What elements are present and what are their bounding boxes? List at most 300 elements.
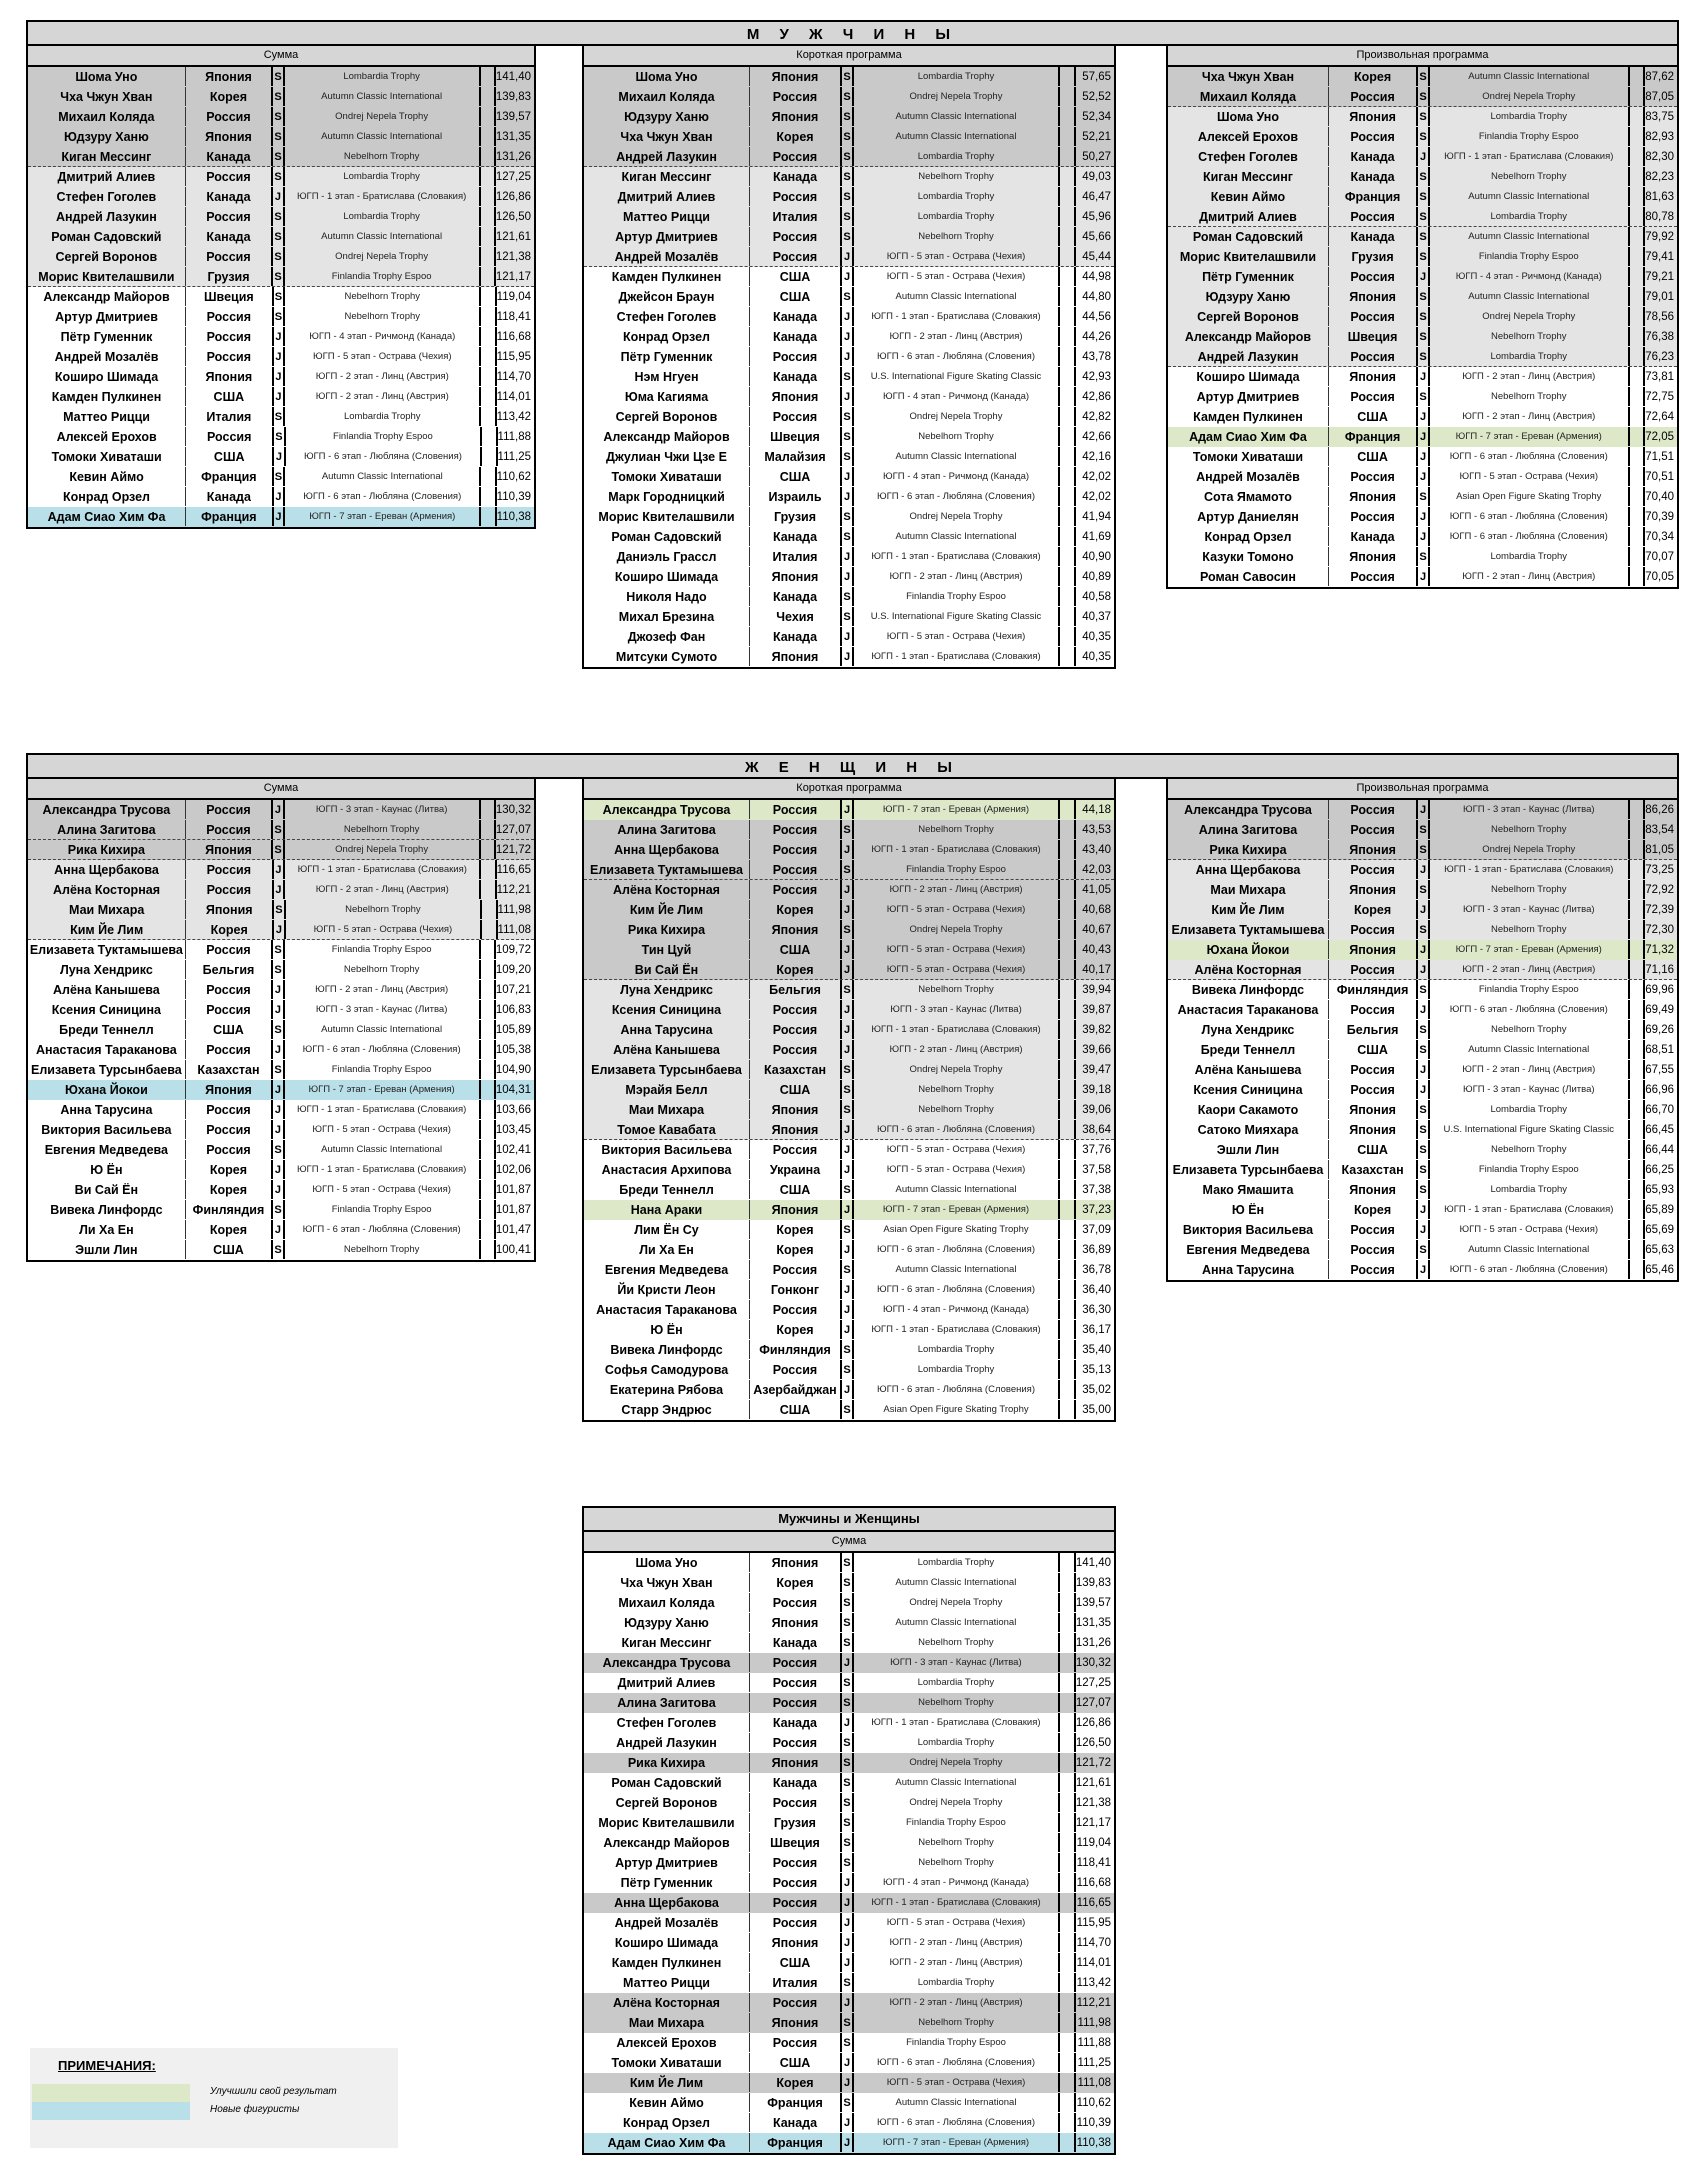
- skater-score: 37,58: [1082, 1164, 1111, 1176]
- skater-country: США: [1329, 1040, 1418, 1059]
- competition-name: ЮГП - 6 этап - Любляна (Словения): [854, 1240, 1060, 1259]
- skater-score: 72,39: [1645, 904, 1674, 916]
- skater-level: S: [1418, 127, 1430, 146]
- score-spacer: [1060, 347, 1076, 366]
- competition-name: Lombardia Trophy: [854, 1340, 1060, 1359]
- competition-name: Finlandia Trophy Espoo: [286, 427, 483, 446]
- table-row: [28, 820, 534, 840]
- table-row: [584, 2053, 1114, 2073]
- skater-level: J: [842, 840, 854, 859]
- score-spacer: [1630, 1240, 1646, 1259]
- skater-country: Россия: [750, 800, 842, 819]
- skater-score: 118,41: [496, 311, 531, 323]
- score-spacer: [1060, 1360, 1076, 1379]
- skater-level: J: [1418, 940, 1430, 959]
- table-row: [28, 1120, 534, 1140]
- competition-name: Nebelhorn Trophy: [854, 2013, 1060, 2032]
- competition-name: Autumn Classic International: [854, 1773, 1060, 1792]
- skater-country: Япония: [1329, 287, 1418, 306]
- competition-name: Ondrej Nepela Trophy: [1430, 87, 1630, 106]
- skater-name: Киган Мессинг: [1168, 167, 1329, 186]
- score-spacer: [1060, 860, 1076, 879]
- competition-name: Asian Open Figure Skating Trophy: [854, 1220, 1060, 1239]
- score-spacer: [481, 87, 496, 106]
- skater-score: 72,92: [1645, 884, 1674, 896]
- score-spacer: [1060, 187, 1076, 206]
- competition-name: Lombardia Trophy: [1430, 547, 1630, 566]
- competition-name: ЮГП - 2 этап - Линц (Австрия): [285, 880, 481, 899]
- skater-score: 45,66: [1082, 231, 1111, 243]
- score-spacer: [1060, 1160, 1076, 1179]
- notes-title: ПРИМЕЧАНИЯ:: [58, 2058, 156, 2073]
- skater-score: 65,69: [1645, 1224, 1674, 1236]
- competition-name: ЮГП - 2 этап - Линц (Австрия): [854, 327, 1060, 346]
- skater-name: Марк Городницкий: [584, 487, 750, 506]
- table-row: [1168, 167, 1677, 187]
- competition-name: Nebelhorn Trophy: [854, 820, 1060, 839]
- competition-name: ЮГП - 6 этап - Любляна (Словения): [854, 2053, 1060, 2072]
- table-row: [584, 107, 1114, 127]
- skater-level: S: [842, 1593, 854, 1612]
- skater-level: J: [1418, 267, 1430, 286]
- skater-score: 79,21: [1645, 271, 1674, 283]
- table-row: [584, 1040, 1114, 1060]
- table-row: [1168, 1080, 1677, 1100]
- skater-name: Андрей Лазукин: [1168, 347, 1329, 366]
- skater-name: Александра Трусова: [1168, 800, 1329, 819]
- skater-score: 39,82: [1082, 1024, 1111, 1036]
- skater-level: S: [1418, 1040, 1430, 1059]
- skater-country: Корея: [750, 1573, 842, 1592]
- score-spacer: [1060, 1260, 1076, 1279]
- improved-label: Улучшили свой результат: [210, 2086, 337, 2097]
- skater-score: 70,34: [1645, 531, 1674, 543]
- competition-name: Nebelhorn Trophy: [854, 1100, 1060, 1119]
- skater-name: Юдзуру Ханю: [28, 127, 186, 146]
- skater-level: S: [842, 1060, 854, 1079]
- table-row: [1168, 307, 1677, 327]
- skater-name: Луна Хендрикс: [584, 980, 750, 999]
- skater-country: Россия: [1329, 467, 1418, 486]
- skater-name: Анна Щербакова: [1168, 860, 1329, 879]
- skater-name: Софья Самодурова: [584, 1360, 750, 1379]
- skater-name: Бреди Теннелл: [28, 1020, 186, 1039]
- skater-score: 41,05: [1082, 884, 1111, 896]
- skater-country: Израиль: [750, 487, 842, 506]
- skater-score: 121,61: [1075, 1777, 1112, 1789]
- score-spacer: [1060, 1100, 1076, 1119]
- skater-level: S: [842, 427, 854, 446]
- competition-name: Ondrej Nepela Trophy: [285, 247, 481, 266]
- score-spacer: [481, 207, 496, 226]
- skater-name: Ли Ха Ен: [584, 1240, 750, 1259]
- skater-country: Канада: [750, 627, 842, 646]
- skater-level: J: [273, 1000, 285, 1019]
- table-row: [584, 587, 1114, 607]
- skater-name: Евгения Медведева: [584, 1260, 750, 1279]
- skater-score: 115,95: [496, 351, 531, 363]
- competition-name: Autumn Classic International: [285, 1140, 481, 1159]
- skater-level: J: [842, 387, 854, 406]
- skater-name: Стефен Гоголев: [28, 187, 186, 206]
- skater-score: 83,54: [1645, 824, 1674, 836]
- skater-level: S: [842, 1573, 854, 1592]
- skater-score: 116,65: [1076, 1897, 1111, 1909]
- skater-score: 127,25: [495, 171, 531, 183]
- score-spacer: [482, 427, 497, 446]
- table-row: [584, 1340, 1114, 1360]
- skater-country: Корея: [750, 1240, 842, 1259]
- skater-score: 114,70: [1076, 1937, 1111, 1949]
- skater-name: Вивека Линфордс: [1168, 980, 1329, 999]
- skater-level: S: [842, 1613, 854, 1632]
- competition-name: ЮГП - 6 этап - Любляна (Словения): [854, 2113, 1060, 2132]
- table-row: [1168, 880, 1677, 900]
- skater-level: S: [842, 147, 854, 166]
- table-row: [28, 860, 534, 880]
- skater-level: S: [273, 107, 285, 126]
- skater-level: J: [273, 800, 285, 819]
- score-spacer: [1630, 920, 1646, 939]
- skater-level: S: [842, 287, 854, 306]
- skater-name: Шома Уно: [584, 1553, 750, 1572]
- skater-score: 37,09: [1082, 1224, 1111, 1236]
- skater-country: Россия: [186, 1140, 274, 1159]
- competition-name: Autumn Classic International: [285, 467, 481, 486]
- skater-name: Юма Кагияма: [584, 387, 750, 406]
- score-spacer: [1060, 247, 1076, 266]
- skater-level: S: [274, 900, 286, 919]
- score-spacer: [1630, 1160, 1646, 1179]
- skater-level: J: [842, 247, 854, 266]
- skater-score: 116,65: [496, 864, 531, 876]
- table-row: [584, 427, 1114, 447]
- table-row: [28, 1040, 534, 1060]
- skater-country: Швеция: [750, 427, 842, 446]
- skater-name: Роман Садовский: [1168, 227, 1329, 246]
- skater-score: 121,61: [495, 231, 531, 243]
- skater-country: Россия: [1329, 800, 1418, 819]
- skater-level: S: [1418, 1020, 1430, 1039]
- skater-score: 111,98: [497, 904, 531, 916]
- skater-level: S: [1418, 327, 1430, 346]
- skater-score: 43,78: [1082, 351, 1111, 363]
- skater-level: J: [1418, 1000, 1430, 1019]
- score-spacer: [1060, 1140, 1076, 1159]
- competition-name: ЮГП - 6 этап - Любляна (Словения): [285, 1220, 481, 1239]
- skater-level: S: [1418, 547, 1430, 566]
- score-spacer: [1060, 1200, 1076, 1219]
- men-free-table: [1166, 44, 1679, 589]
- skater-score: 52,34: [1082, 111, 1111, 123]
- table-row: [28, 1140, 534, 1160]
- skater-level: S: [1418, 840, 1430, 859]
- skater-country: Корея: [1329, 67, 1418, 86]
- skater-name: Анна Щербакова: [584, 840, 750, 859]
- competition-name: ЮГП - 3 этап - Каунас (Литва): [854, 1653, 1060, 1672]
- competition-name: Autumn Classic International: [854, 527, 1060, 546]
- table-row: [584, 187, 1114, 207]
- table-row: [28, 367, 534, 387]
- skater-country: Россия: [1329, 387, 1418, 406]
- skater-score: 114,01: [496, 391, 531, 403]
- skater-name: Джейсон Браун: [584, 287, 750, 306]
- skater-level: J: [842, 940, 854, 959]
- score-spacer: [481, 467, 496, 486]
- skater-name: Луна Хендрикс: [28, 960, 186, 979]
- score-spacer: [1060, 167, 1076, 186]
- score-spacer: [1060, 407, 1076, 426]
- table-row: [584, 487, 1114, 507]
- table-header: Сумма: [28, 46, 534, 67]
- score-spacer: [1060, 1973, 1076, 1992]
- skater-score: 67,55: [1645, 1064, 1674, 1076]
- skater-name: Конрад Орзел: [1168, 527, 1329, 546]
- skater-country: Япония: [750, 67, 842, 86]
- competition-name: ЮГП - 1 этап - Братислава (Словакия): [854, 1893, 1060, 1912]
- skater-level: S: [842, 1180, 854, 1199]
- skater-country: Япония: [186, 840, 274, 859]
- skater-score: 35,00: [1082, 1404, 1111, 1416]
- skater-name: Камден Пулкинен: [28, 387, 186, 406]
- score-spacer: [1060, 2093, 1076, 2112]
- table-row: [1168, 1120, 1677, 1140]
- skater-name: Томоки Хиваташи: [1168, 447, 1329, 466]
- table-row: [1168, 1140, 1677, 1160]
- skater-level: S: [842, 607, 854, 626]
- skater-level: S: [842, 1553, 854, 1572]
- skater-country: Россия: [750, 1360, 842, 1379]
- skater-score: 43,40: [1082, 844, 1111, 856]
- skater-name: Александр Майоров: [28, 287, 186, 306]
- skater-level: J: [274, 507, 286, 526]
- skater-level: J: [274, 327, 286, 346]
- score-spacer: [1630, 1040, 1646, 1059]
- score-spacer: [1060, 1633, 1076, 1652]
- skater-name: Пётр Гуменник: [28, 327, 186, 346]
- score-spacer: [1630, 87, 1646, 106]
- skater-score: 110,62: [1076, 2097, 1111, 2109]
- skater-country: Россия: [750, 820, 842, 839]
- skater-level: J: [1418, 467, 1430, 486]
- score-spacer: [1060, 607, 1076, 626]
- skater-name: Томоки Хиваташи: [28, 447, 186, 466]
- skater-score: 101,47: [495, 1224, 531, 1236]
- competition-name: Nebelhorn Trophy: [1430, 1140, 1630, 1159]
- skater-name: Коширо Шимада: [584, 567, 750, 586]
- skater-level: J: [842, 1000, 854, 1019]
- skater-country: Финляндия: [186, 1200, 274, 1219]
- skater-level: S: [842, 820, 854, 839]
- skater-country: Италия: [186, 407, 274, 426]
- competition-name: Nebelhorn Trophy: [854, 980, 1060, 999]
- skater-country: Россия: [1329, 860, 1418, 879]
- skater-name: Ю Ён: [1168, 1200, 1329, 1219]
- skater-country: Италия: [750, 207, 842, 226]
- skater-name: Маи Михара: [584, 2013, 750, 2032]
- skater-level: S: [842, 1340, 854, 1359]
- competition-name: ЮГП - 6 этап - Любляна (Словения): [854, 1380, 1060, 1399]
- competition-name: Ondrej Nepela Trophy: [854, 920, 1060, 939]
- score-spacer: [1630, 487, 1646, 506]
- table-row: [584, 1833, 1114, 1853]
- competition-name: ЮГП - 6 этап - Любляна (Словения): [1430, 447, 1630, 466]
- table-row: [1168, 547, 1677, 567]
- competition-name: ЮГП - 1 этап - Братислава (Словакия): [1430, 1200, 1630, 1219]
- competition-name: Autumn Classic International: [1430, 1240, 1630, 1259]
- skater-score: 40,58: [1082, 591, 1111, 603]
- skater-score: 82,23: [1645, 171, 1674, 183]
- table-row: [28, 107, 534, 127]
- skater-country: Казахстан: [186, 1060, 274, 1079]
- skater-level: J: [273, 1120, 285, 1139]
- skater-name: Маи Михара: [28, 900, 186, 919]
- score-spacer: [1630, 980, 1646, 999]
- score-spacer: [1630, 207, 1646, 226]
- score-spacer: [1630, 960, 1646, 979]
- competition-name: Autumn Classic International: [854, 287, 1060, 306]
- skater-country: Россия: [186, 820, 274, 839]
- score-spacer: [1060, 1020, 1076, 1039]
- table-row: [584, 1280, 1114, 1300]
- skater-level: S: [842, 1673, 854, 1692]
- skater-name: Юхана Йокои: [28, 1080, 186, 1099]
- skater-level: S: [1418, 67, 1430, 86]
- competition-name: Nebelhorn Trophy: [285, 820, 481, 839]
- skater-score: 110,39: [496, 491, 531, 503]
- table-row: [584, 527, 1114, 547]
- skater-name: Луна Хендрикс: [1168, 1020, 1329, 1039]
- skater-level: S: [1418, 107, 1430, 126]
- score-spacer: [481, 860, 496, 879]
- score-spacer: [1060, 1613, 1076, 1632]
- skater-country: Япония: [750, 1200, 842, 1219]
- skater-country: Япония: [186, 900, 274, 919]
- skater-level: S: [273, 247, 285, 266]
- skater-country: Канада: [750, 367, 842, 386]
- skater-level: J: [842, 960, 854, 979]
- skater-country: Франция: [1329, 427, 1418, 446]
- skater-score: 50,27: [1082, 151, 1111, 163]
- skater-level: J: [842, 647, 854, 666]
- skater-name: Александр Майоров: [584, 427, 750, 446]
- skater-country: США: [750, 267, 842, 286]
- skater-score: 103,45: [495, 1124, 531, 1136]
- skater-country: Россия: [186, 347, 274, 366]
- competition-name: ЮГП - 5 этап - Острава (Чехия): [285, 1120, 481, 1139]
- skater-level: J: [1418, 407, 1430, 426]
- score-spacer: [481, 187, 496, 206]
- skater-level: J: [842, 567, 854, 586]
- skater-score: 40,17: [1082, 964, 1111, 976]
- score-spacer: [1630, 1220, 1646, 1239]
- skater-score: 116,68: [1076, 1877, 1111, 1889]
- skater-name: Ксения Синицина: [1168, 1080, 1329, 1099]
- skater-score: 82,93: [1645, 131, 1674, 143]
- skater-score: 111,88: [497, 431, 531, 443]
- skater-score: 42,03: [1082, 864, 1111, 876]
- table-row: [28, 1240, 534, 1260]
- skater-name: Шома Уно: [1168, 107, 1329, 126]
- skater-name: Виктория Васильева: [28, 1120, 186, 1139]
- competition-name: Asian Open Figure Skating Trophy: [854, 1400, 1060, 1419]
- table-row: [584, 2033, 1114, 2053]
- table-row: [28, 347, 534, 367]
- skater-name: Камден Пулкинен: [584, 1953, 750, 1972]
- score-spacer: [1060, 1593, 1076, 1612]
- skater-name: Чха Чжун Хван: [1168, 67, 1329, 86]
- score-spacer: [1060, 1653, 1076, 1672]
- competition-name: ЮГП - 4 этап - Ричмонд (Канада): [854, 467, 1060, 486]
- skater-name: Конрад Орзел: [584, 2113, 750, 2132]
- skater-name: Ксения Синицина: [584, 1000, 750, 1019]
- skater-level: J: [842, 1020, 854, 1039]
- skater-level: J: [842, 1953, 854, 1972]
- skater-score: 121,38: [1075, 1797, 1112, 1809]
- skater-name: Старр Эндрюс: [584, 1400, 750, 1419]
- competition-name: ЮГП - 1 этап - Братислава (Словакия): [285, 1160, 481, 1179]
- skater-score: 81,63: [1645, 191, 1674, 203]
- skater-country: Япония: [186, 127, 274, 146]
- score-spacer: [481, 327, 496, 346]
- score-spacer: [1630, 860, 1646, 879]
- table-row: [1168, 507, 1677, 527]
- skater-country: Канада: [1329, 527, 1418, 546]
- skater-level: S: [1418, 1180, 1430, 1199]
- competition-name: ЮГП - 5 этап - Острава (Чехия): [854, 627, 1060, 646]
- skater-name: Ю Ён: [584, 1320, 750, 1339]
- skater-name: Йи Кристи Леон: [584, 1280, 750, 1299]
- skater-name: Алёна Косторная: [28, 880, 186, 899]
- skater-level: S: [842, 1400, 854, 1419]
- skater-name: Елизавета Туктамышева: [1168, 920, 1329, 939]
- table-row: [1168, 187, 1677, 207]
- skater-score: 86,26: [1645, 804, 1674, 816]
- skater-score: 83,75: [1645, 111, 1674, 123]
- skater-name: Кевин Аймо: [1168, 187, 1329, 206]
- skater-level: S: [842, 167, 854, 186]
- table-row: [584, 287, 1114, 307]
- skater-level: S: [273, 67, 285, 86]
- skater-name: Томоки Хиваташи: [584, 2053, 750, 2072]
- table-row: [584, 1633, 1114, 1653]
- skater-score: 40,37: [1082, 611, 1111, 623]
- table-row: [584, 1100, 1114, 1120]
- skater-level: S: [842, 980, 854, 999]
- skater-name: Андрей Мозалёв: [584, 1913, 750, 1932]
- score-spacer: [481, 1220, 496, 1239]
- skater-name: Елизавета Турсынбаева: [28, 1060, 186, 1079]
- skater-name: Морис Квителашвили: [584, 507, 750, 526]
- skater-name: Вивека Линфордс: [584, 1340, 750, 1359]
- skater-name: Андрей Лазукин: [28, 207, 186, 226]
- skater-level: J: [1418, 900, 1430, 919]
- table-row: [584, 507, 1114, 527]
- score-spacer: [1060, 940, 1076, 959]
- competition-name: Nebelhorn Trophy: [285, 147, 481, 166]
- skater-level: S: [273, 1240, 285, 1259]
- competition-name: Lombardia Trophy: [854, 187, 1060, 206]
- competition-name: ЮГП - 5 этап - Острава (Чехия): [854, 940, 1060, 959]
- competition-name: ЮГП - 4 этап - Ричмонд (Канада): [1430, 267, 1630, 286]
- table-row: [28, 287, 534, 307]
- table-row: [1168, 920, 1677, 940]
- competition-name: ЮГП - 6 этап - Любляна (Словения): [854, 347, 1060, 366]
- competition-name: Ondrej Nepela Trophy: [285, 840, 481, 859]
- competition-name: Nebelhorn Trophy: [854, 1080, 1060, 1099]
- score-spacer: [481, 287, 496, 306]
- table-row: [28, 880, 534, 900]
